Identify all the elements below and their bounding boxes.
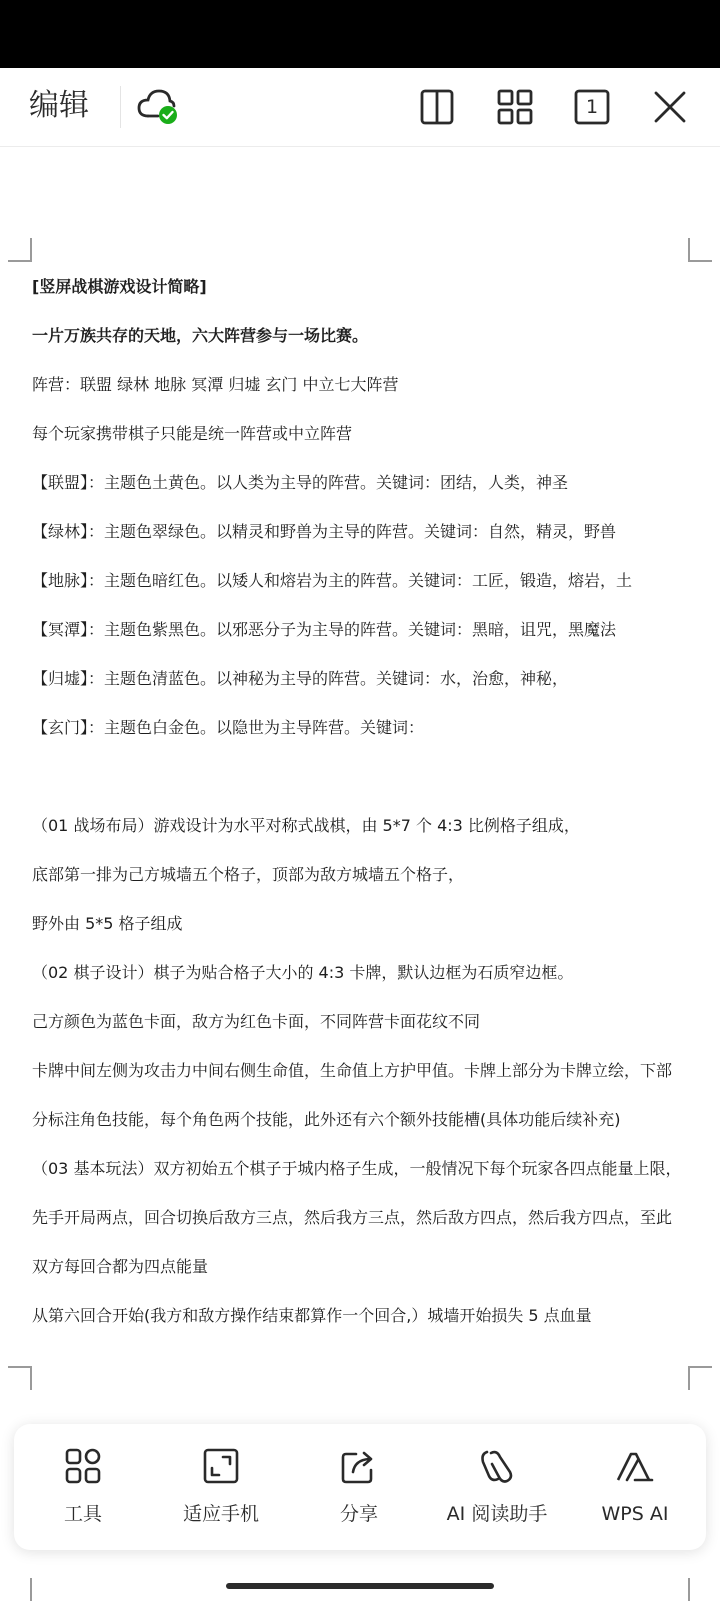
- fit-phone-button[interactable]: [152, 1424, 290, 1550]
- crop-mark: [688, 238, 712, 262]
- page-count: 1: [585, 96, 599, 118]
- fit-phone-label: 适应手机: [182, 1503, 259, 1525]
- share-label: 分享: [339, 1503, 378, 1525]
- ai-reader-label: AI 阅读助手: [446, 1503, 548, 1525]
- page-count-icon[interactable]: [573, 88, 611, 126]
- doc-line: 【冥潭】：主题色紫黑色。以邪恶分子为主导的阵营。关键词：黑暗，诅咒，黑魔法: [32, 620, 617, 639]
- share-icon: [339, 1446, 379, 1486]
- crop-mark: [688, 1366, 712, 1390]
- share-button[interactable]: [290, 1424, 428, 1550]
- doc-line: 先手开局两点，回合切换后敌方三点，然后我方三点，然后敌方四点，然后我方四点，至此: [32, 1208, 673, 1227]
- tools-button[interactable]: [14, 1424, 152, 1550]
- close-icon[interactable]: [651, 88, 689, 126]
- doc-line: （01 战场布局）游戏设计为水平对称式战棋，由 5*7 个 4:3 比例格子组成，: [32, 816, 580, 835]
- edit-button[interactable]: 编辑: [29, 88, 89, 123]
- crop-mark: [8, 1578, 32, 1601]
- crop-mark: [688, 1578, 712, 1601]
- doc-line: 【地脉】：主题色暗红色。以矮人和熔岩为主的阵营。关键词：工匠，锻造，熔岩，土: [32, 571, 633, 590]
- doc-line: 阵营：联盟 绿林 地脉 冥潭 归墟 玄门 中立七大阵营: [32, 375, 399, 394]
- doc-line: 【归墟】：主题色清蓝色。以神秘为主导的阵营。关键词：水，治愈，神秘，: [32, 669, 569, 688]
- bottom-toolbar: [14, 1424, 706, 1550]
- doc-line: 卡牌中间左侧为攻击力中间右侧生命值，生命值上方护甲值。卡牌上部分为卡牌立绘，下部: [32, 1061, 673, 1080]
- doc-line: 野外由 5*5 格子组成: [32, 914, 183, 933]
- doc-line: 【联盟】：主题色土黄色。以人类为主导的阵营。关键词：团结，人类，神圣: [32, 473, 569, 492]
- doc-line: 双方每回合都为四点能量: [32, 1257, 209, 1276]
- doc-line: 己方颜色为蓝色卡面，敌方为红色卡面，不同阵营卡面花纹不同: [32, 1012, 481, 1031]
- wps-ai-button[interactable]: [566, 1424, 704, 1550]
- doc-line: （03 基本玩法）双方初始五个棋子于城内格子生成，一般情况下每个玩家各四点能量上限，: [32, 1159, 682, 1178]
- crop-mark: [8, 1366, 32, 1390]
- doc-line: 一片万族共存的天地，六大阵营参与一场比赛。: [32, 326, 369, 345]
- split-view-icon[interactable]: [418, 88, 456, 126]
- doc-line: 【绿林】：主题色翠绿色。以精灵和野兽为主导的阵营。关键词：自然，精灵，野兽: [32, 522, 617, 541]
- top-bar-divider: [120, 86, 121, 128]
- tools-icon: [63, 1446, 103, 1486]
- doc-line: 【玄门】：主题色白金色。以隐世为主导阵营。关键词：: [32, 718, 425, 737]
- doc-title: [竖屏战棋游戏设计简略]: [32, 277, 207, 296]
- doc-line: 每个玩家携带棋子只能是统一阵营或中立阵营: [32, 424, 353, 443]
- ai-reader-button[interactable]: [428, 1424, 566, 1550]
- home-indicator[interactable]: [226, 1583, 494, 1589]
- grid-view-icon[interactable]: [496, 88, 534, 126]
- status-bar: [0, 0, 720, 68]
- wps-ai-label: WPS AI: [601, 1503, 669, 1525]
- doc-line: （02 棋子设计）棋子为贴合格子大小的 4:3 卡牌，默认边框为石质窄边框。: [32, 963, 574, 982]
- ai-reader-icon: [477, 1446, 517, 1486]
- doc-line: 从第六回合开始(我方和敌方操作结束都算作一个回合,）城墙开始损失 5 点血量: [32, 1306, 592, 1325]
- cloud-sync-icon[interactable]: [136, 86, 182, 126]
- doc-line: 底部第一排为己方城墙五个格子，顶部为敌方城墙五个格子，: [32, 865, 465, 884]
- wps-ai-icon: [615, 1446, 655, 1486]
- top-bar: [0, 68, 720, 147]
- fit-screen-icon: [201, 1446, 241, 1486]
- tools-label: 工具: [63, 1503, 102, 1525]
- crop-mark: [8, 238, 32, 262]
- doc-line: 分标注角色技能，每个角色两个技能，此外还有六个额外技能槽(具体功能后续补充): [32, 1110, 621, 1129]
